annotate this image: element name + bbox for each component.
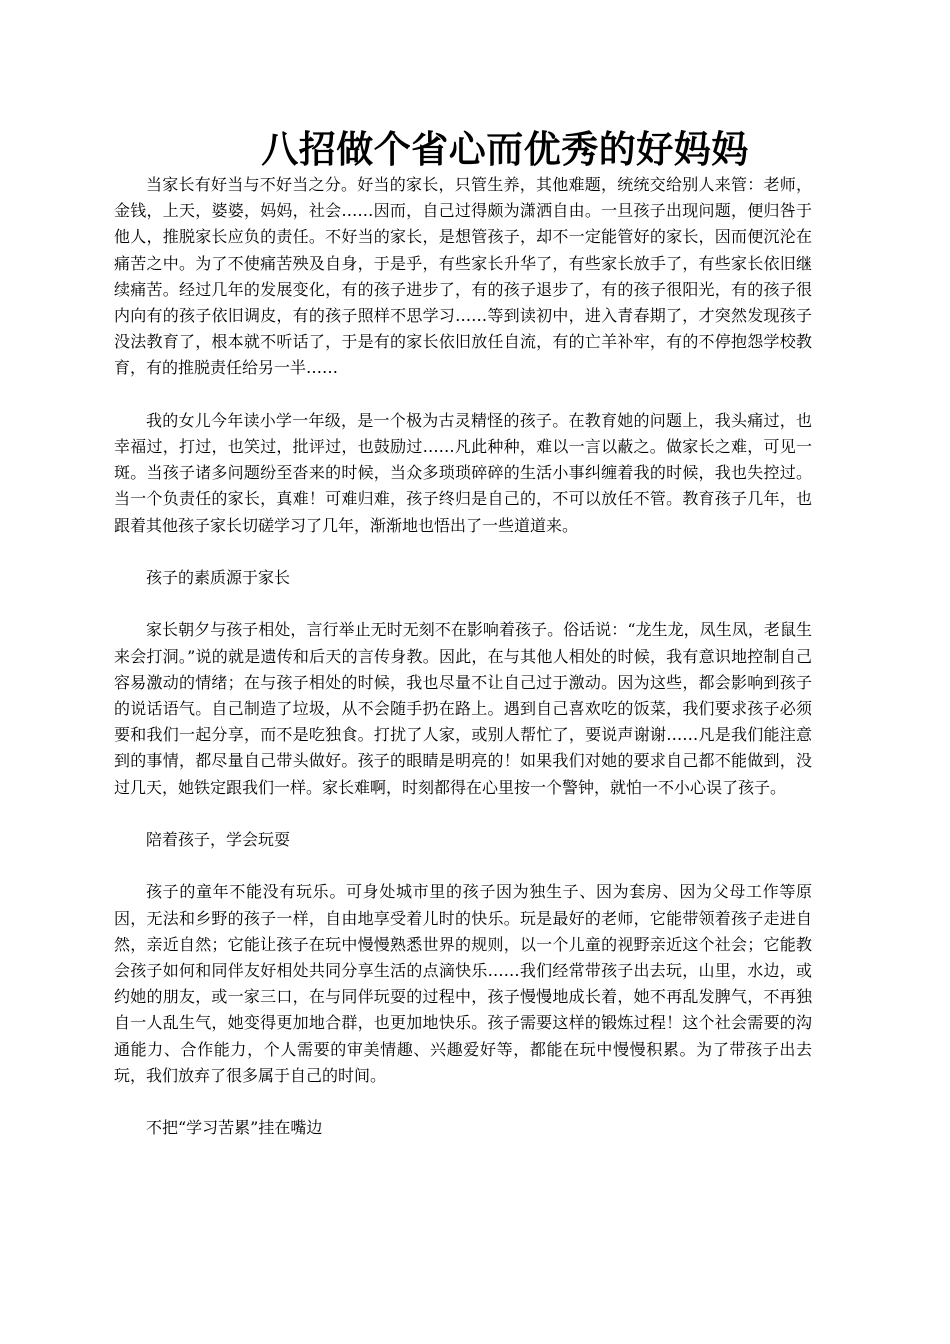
page-title: 八招做个省心而优秀的好妈妈 <box>261 127 749 171</box>
paragraph: 孩子的童年不能没有玩乐。可身处城市里的孩子因为独生子、因为套房、因为父母工作等原因，无法和乡野的孩子一样，自由地享受着儿时的快乐。玩是最好的老师，它能带领着孩子走进自然，亲近自然；它能让孩子在玩中慢慢熟悉世界的规则，以一个儿童的视野亲近这个社会；它能教会孩子如何和同伴友好相处共同分享生活的点滴快乐……我们经常带孩子出去玩，山里，水边，或约她的朋友，或一家三口，在与同伴玩耍的过程中，孩子慢慢地成长着，她不再乱发脾气，不再独自一人乱生气，她变得更加地合群，也更加地快乐。孩子需要这样的锻炼过程！这个社会需要的沟通能力、合作能力，个人需要的审美情趣、兴趣爱好等，都能在玩中慢慢积累。为了带孩子出去玩，我们放弃了很多属于自己的时间。 <box>114 882 812 1085</box>
paragraph: 我的女儿今年读小学一年级，是一个极为古灵精怪的孩子。在教育她的问题上，我头痛过，也幸福过，打过，也笑过，批评过，也鼓励过……凡此种种，难以一言以蔽之。做家长之难，可见一斑。当孩子诸多问题纷至沓来的时候，当众多琐琐碎碎的生活小事纠缠着我的时候，我也失控过。当一个负责任的家长，真难！可难归难，孩子终归是自己的，不可以放任不管。教育孩子几年，也跟着其他孩子家长切磋学习了几年，渐渐地也悟出了一些道道来。 <box>114 410 812 535</box>
section-heading: 不把“学习苦累”挂在嘴边 <box>146 1118 323 1138</box>
document-body <box>114 172 812 1141</box>
section-heading: 陪着孩子，学会玩耍 <box>146 830 291 850</box>
paragraph: 当家长有好当与不好当之分。好当的家长，只管生养，其他难题，统统交给别人来管：老师，金钱，上天，婆婆，妈妈，社会……因而，自己过得颇为潇洒自由。一旦孩子出现问题，便归咎于他人，推脱家长应负的责任。不好当的家长，是想管孩子，却不一定能管好的家长，因而便沉沦在痛苦之中。为了不使痛苦殃及自身，于是乎，有些家长升华了，有些家长放手了，有些家长依旧继续痛苦。经过几年的发展变化，有的孩子进步了，有的孩子退步了，有的孩子很阳光，有的孩子很内向有的孩子依旧调皮，有的孩子照样不思学习……等到读初中，进入青春期了，才突然发现孩子没法教育了，根本就不听话了，于是有的家长依旧放任自流，有的亡羊补牢，有的不停抱怨学校教育，有的推脱责任给另一半…… <box>114 175 812 378</box>
paragraph: 家长朝夕与孩子相处，言行举止无时无刻不在影响着孩子。俗话说：“龙生龙，凤生凤，老鼠生来会打洞。”说的就是遗传和后天的言传身教。因此，在与其他人相处的时候，我有意识地控制自己容易激动的情绪；在与孩子相处的时候，我也尽量不让自己过于激动。因为这些，都会影响到孩子的说话语气。自己制造了垃圾，从不会随手扔在路上。遇到自己喜欢吃的饭菜，我们要求孩子必须要和我们一起分享，而不是吃独食。打扰了人家，或别人帮忙了，要说声谢谢……凡是我们能注意到的事情，都尽量自己带头做好。孩子的眼睛是明亮的！如果我们对她的要求自己都不能做到，没过几天，她铁定跟我们一样。家长难啊，时刻都得在心里按一个警钟，就怕一不小心误了孩子。 <box>114 620 812 797</box>
section-heading: 孩子的素质源于家长 <box>146 568 291 588</box>
